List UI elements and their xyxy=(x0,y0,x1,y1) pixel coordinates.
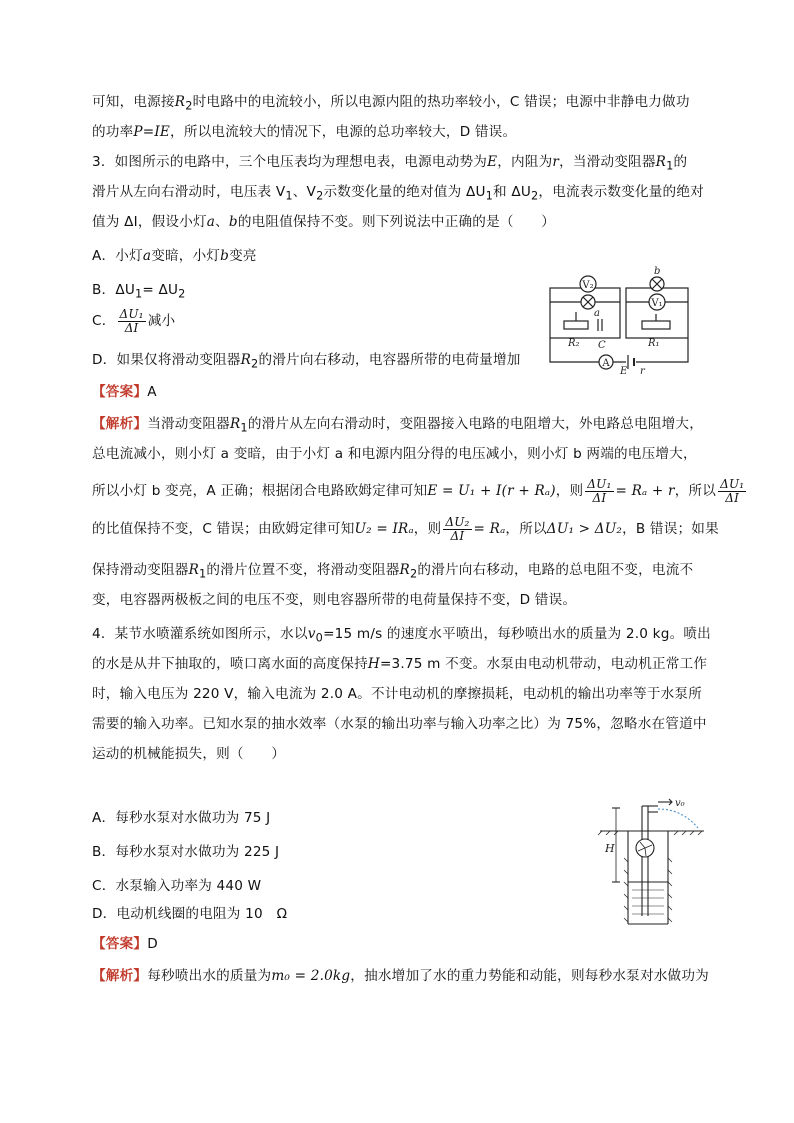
text-line: 保持滑动变阻器$R_1$的滑片位置不变，将滑动变阻器$R_2$的滑片向右移动，电路的总电阻不变，电流不 xyxy=(92,562,694,581)
svg-text:E: E xyxy=(620,366,628,374)
svg-text:A: A xyxy=(602,358,610,369)
pump-diagram xyxy=(596,798,708,932)
lamp-a xyxy=(581,295,600,319)
battery xyxy=(619,354,646,374)
answer-3: 【答案】A xyxy=(92,384,157,400)
option-c: C．水泵输入功率为 440 W xyxy=(92,878,262,894)
text-line: 时，输入电压为 220 V，输入电流为 2.0 A。不计电动机的摩擦损耗，电动机的输出功率等于水泵所 xyxy=(92,686,703,702)
option-a: A．每秒水泵对水做功为 75 J xyxy=(92,810,271,826)
text-line: 的比值保持不变，C 错误；由欧姆定律可知U₂ = IRₐ，则 $\frac{\text{ΔU₂}}{\Delta I}$ = Rₐ，所以ΔU₁ > ΔU₂，B 错误；如果 xyxy=(92,514,719,543)
option-c: C． $\frac{\text{ΔU₁}}{\Delta I}$ 减小 xyxy=(92,306,176,335)
svg-text:R₁: R₁ xyxy=(648,338,660,349)
text-line: 值为 ΔI，假设小灯a、b的电阻值保持不变。则下列说法中正确的是（ ） xyxy=(92,214,556,230)
explanation-4: 【解析】每秒喷出水的质量为m₀ = 2.0kg，抽水增加了水的重力势能和动能，则每秒水泵对水做功为 xyxy=(92,968,709,984)
svg-text:R₂: R₂ xyxy=(568,338,580,349)
rheostat-r2 xyxy=(564,312,588,349)
svg-text:b: b xyxy=(654,266,661,277)
text-line: 变，电容器两极板之间的电压不变，则电容器所带的电荷量保持不变，D 错误。 xyxy=(92,592,577,608)
option-d: D．如果仅将滑动变阻器$R_2$的滑片向右移动，电容器所带的电荷量增加 xyxy=(92,352,521,371)
option-b: B．$\Delta U_1= \Delta U_2$ xyxy=(92,282,186,301)
ammeter xyxy=(599,355,613,369)
question-3-stem: 3．如图所示的电路中，三个电压表均为理想电表，电源电动势为E，内阻为r，当滑动变阻器$R_1$的 xyxy=(92,154,688,173)
svg-text:V₁: V₁ xyxy=(651,298,663,309)
option-b: B．每秒水泵对水做功为 225 J xyxy=(92,844,280,860)
question-4-stem: 4．某节水喷灌系统如图所示，水以$v_0=15$ m/s 的速度水平喷出，每秒喷出水的质量为 2.0 kg。喷出 xyxy=(92,626,711,645)
svg-text:r: r xyxy=(640,366,645,374)
svg-text:a: a xyxy=(594,308,600,319)
option-a: A．小灯a变暗，小灯b变亮 xyxy=(92,248,257,264)
text-line: 运动的机械能损失，则（ ） xyxy=(92,746,286,762)
text-line: 可知，电源接$R_2$时电路中的电流较小，所以电源内阻的热功率较小，C 错误；电源中非静电力做功 xyxy=(92,94,690,113)
voltmeter-v2 xyxy=(580,276,596,292)
text-line: 滑片从左向右滑动时，电压表 $V_1$、$V_2$示数变化量的绝对值为 $\Delta U_1$和 $\Delta U_2$，电流表示数变化量的绝对 xyxy=(92,184,704,203)
rheostat-r1 xyxy=(642,314,670,349)
explanation-3: 【解析】当滑动变阻器$R_1$的滑片从左向右滑动时，变阻器接入电路的电阻增大，外电路总电阻增大， xyxy=(92,416,704,435)
text-line: 的水是从井下抽取的，喷口离水面的高度保持H=3.75 m 不变。水泵由电动机带动，电动机正常工作 xyxy=(92,656,708,672)
svg-text:C: C xyxy=(598,340,606,351)
capacitor-c xyxy=(598,319,606,351)
svg-text:v₀: v₀ xyxy=(675,798,685,809)
svg-text:V₂: V₂ xyxy=(582,280,594,291)
answer-4: 【答案】D xyxy=(92,936,158,952)
text-line: 总电流减小，则小灯 a 变暗，由于小灯 a 和电源内阻分得的电压减小，则小灯 b 两端的电压增大， xyxy=(92,446,697,462)
circuit-diagram xyxy=(544,266,694,378)
svg-text:H: H xyxy=(605,842,615,855)
voltmeter-v1 xyxy=(649,294,665,310)
text-line: 的功率P=IE，所以电流较大的情况下，电源的总功率较大，D 错误。 xyxy=(92,124,517,140)
lamp-b xyxy=(650,266,664,291)
text-line: 所以小灯 b 变亮，A 正确；根据闭合电路欧姆定律可知E = U₁ + I(r + Rₐ)，则 $\frac{\text{ΔU₁}}{\Delta I}$ = Rₐ + r，所以 $\frac{\text{ΔU₁}}{\Delta I}$ xyxy=(92,476,745,505)
option-d: D．电动机线圈的电阻为 10 Ω xyxy=(92,906,288,922)
text-line: 需要的输入功率。已知水泵的抽水效率（水泵的输出功率与输入功率之比）为 75%，忽略水在管道中 xyxy=(92,716,707,732)
